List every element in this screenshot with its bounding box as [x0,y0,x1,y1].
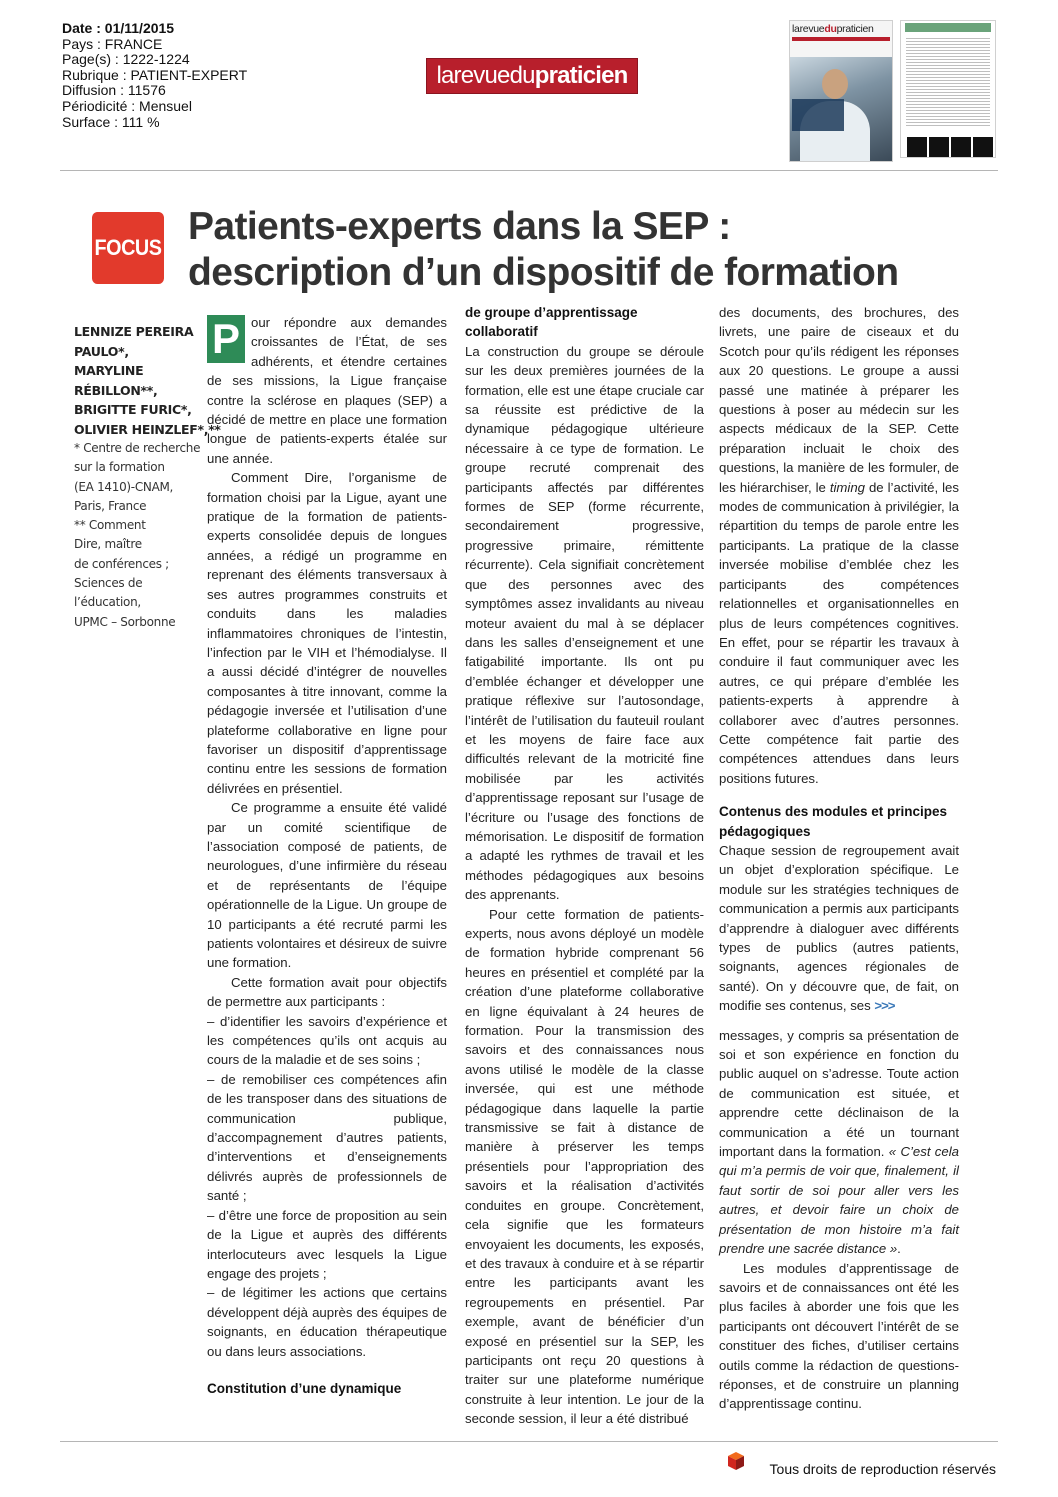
paragraph: Comment Dire, l’organisme de formation choisi par la Ligue, ayant une pratique de la formation de patients-experts consolidée depuis de longues années, a rédigé un programme en reprenant des éléments transversaux à ses autres programmes construits et conduits dans les maladies inflammatoires chroniques de l’intestin, l’infection par le VIH et l’hémodialyse. Il a aussi décidé d’intégrer de nouvelles composantes à titre innovant, comme la pédagogie inversée et l’utilisation d’une plateforme collaborative en ligne pour favoriser un dispositif d’apprentissage continu entre les sessions de formation délivrées en présentiel. [207,470,447,796]
publication-logo: la revue du praticien [426,58,638,94]
author-name-line: BRIGITTE FURIC*, [74,402,192,417]
affiliation-line: Paris, France [74,498,147,513]
quote: « C’est cela qui m’a permis de voir que, finalement, il faut sortir de soi pour aller vers les autres, et devoir faire un choix de présentation de mon histoire m’a fait prendre une sacrée distance » [719,1144,960,1257]
affiliation-line: sur la formation [74,460,165,475]
title-line-2: description d’un dispositif de formation [188,251,899,294]
affiliation-line: * Centre de recherche [74,441,201,455]
paragraph: messages, y compris sa présentation de soi et son expérience en fonction du public auquel on s’adresse. Toute action de communication est située, et apprendre cette déclinaison de la communication a été un tournant important dans la formation. « C’est cela qui m’a permis de voir que, finalement, il faut sortir de soi pour aller vers les autres, et devoir faire un choix de présentation de mon histoire m’a fait prendre une sacrée distance ». [719,1027,960,1257]
author-affiliations [74,439,201,632]
drop-cap: P [207,315,245,363]
paragraph: Cette formation avait pour objectifs de permettre aux participants : [207,974,447,1010]
affiliation-line: UPMC – Sorbonne [74,614,176,629]
paragraph: Chaque session de regroupement avait un objet d’exploration spécifique. Le module sur les stratégies techniques de communication a permis aux participants d’apprendre à dialoguer avec différents types de publics (autres patients, soignants, agences régionales de santé). On y découvre que, de fait, on modifie ses contenus, ses >>> [719,842,959,1014]
cube-logo-icon [726,1451,746,1471]
affiliation-line: de conférences ; [74,556,169,571]
article-title [188,204,988,296]
meta-frequency: Périodicité : Mensuel [62,97,192,114]
paragraph: P our répondre aux demandes croissantes de l’État, de ses adhérents, et étendre certaines de ses missions, la Ligue française contre la sclérose en plaques (SEP) a décidé de mettre en place une formation longue de patients-experts étalée sur une année. [207,315,447,466]
list-item: – d’identifier les savoirs d’expérience et les compétences qu’ils ont acquis au cours de la maladie et de ses soins ; [207,1013,447,1068]
paragraph: des documents, des brochures, des livrets, une paire de ciseaux et du Scotch pour qu’ils rédigent les réponses aux 20 questions. Le groupe a aussi passé une matinée à préparer les questions à poser au médecin sur les aspects médicaux de la SEP. Cette préparation incluait le choix des questions, la manière de les formuler, de les hiérarchiser, le timing de l’activité, les modes de communication à privilégier, la répartition du temps de parole entre les participants. La pratique de la classe inversée mobilise d’emblée chez les participants des compétences relationnelles et organisationnelles en plus de leurs compétences cognitives. En effet, pour se répartir les travaux à conduire il faut communiquer avec les autres, ce qui prépare d’emblée les patients-experts à apprendre à collaborer avec d’autres personnes. Cette compétence fait partie des compétences attendues dans leurs positions futures. [719,305,959,786]
affiliation-line: l’éducation, [74,595,141,610]
footer-divider [60,1441,998,1442]
meta-section: Rubrique : PATIENT-EXPERT [62,66,248,83]
focus-badge: FOCUS [92,212,164,284]
affiliation-line: Sciences de [74,576,143,591]
author-name-line: OLIVIER HEINZLEF*,** [74,421,221,437]
author-name-line: MARYLINE [74,363,144,378]
meta-pages: Page(s) : 1222-1224 [62,51,190,68]
list-item: – d’être une force de proposition au sein de la Ligue et auprès des différents interlocuteurs avec lesquels la Ligue engage des projets ; [207,1207,447,1281]
continued-arrow: >>> [874,998,895,1014]
affiliation-line: (EA 1410)-CNAM, [74,479,174,494]
meta-surface: Surface : 111 % [62,113,160,130]
meta-country: Pays : FRANCE [62,35,163,52]
author-name-line: RÉBILLON**, [74,382,158,398]
author-names [74,322,221,439]
affiliation-line: ** Comment [74,518,146,533]
header-divider [60,170,998,171]
paragraph: La construction du groupe se déroule sur les deux premières journées de la formation, elle est une étape cruciale car sa réussite est prédictive de la dynamique pédagogique ultérieure nécessaire à ce type de formation. Le groupe recruté comprenait des participants affectés par différentes formes de SEP (forme récurrente, secondairement progressive, progressive primaire, rémittente récurrente). Cela signifiait concrètement que des personnes avec des symptômes assez invalidants au niveau moteur avaient du mal à se déplacer dans les salles d’enseignement et une fatigabilité importante. Ils ont pu d’emblée échanger et développer une pratique réflexive sur l’autosondage, l’intérêt de l’utilisation du fauteuil roulant et les moyens de faire face aux difficultés relevant de la motricité fine mobilisée par les activités d’apprentissage reposant sur l’usage de l’écriture ou l’usage des fonctions de mémorisation. Le dispositif de formation a adapté les rythmes de travail et les méthodes pédagogiques aux besoins des apprenants. [465,343,704,903]
author-name-line: LENNIZE PEREIRA [74,324,194,339]
article-column-3 [719,303,959,1414]
article-column-1 [207,313,447,1398]
list-item: – de légitimer les actions que certains développent déjà auprès des équipes de soignants, en éducation thérapeutique ou dans leurs associations. [207,1285,447,1359]
affiliation-line: Dire, maître [74,537,142,552]
paragraph: Ce programme a ensuite été validé par un comité scientifique de l’association composé de patients, de neurologues, d’une infirmière du réseau et de représentants de l’équipe opérationnelle de la Ligue. Un groupe de 10 participants a été recruté parmi les patients volontaires et désireux de suivre une formation. [207,800,447,971]
press-metadata [62,21,247,130]
title-line-1: Patients-experts dans la SEP : [188,205,731,248]
magazine-cover-thumbnail: larevuedupraticien [789,20,893,162]
section-heading: Constitution d’une dynamique [207,1380,402,1396]
list-item: – de remobiliser ces compétences afin de les transposer dans des situations de communication publique, d’accompagnement d’autres patients, d’interventions et d’enseignements délivrés auprès de professionnels de santé ; [207,1071,447,1204]
copyright-notice: Tous droits de reproduction réservés [769,1461,996,1477]
page-thumbnail [900,20,996,158]
section-heading: Contenus des modules et principes pédagogiques [719,804,948,839]
author-name-line: PAULO*, [74,343,129,359]
paragraph: Les modules d’apprentissage de savoirs et de connaissances ont été les plus faciles à aborder une fois que les participants ont découvert l’intérêt de se constituer des fiches, d’utiliser certains outils comme la rédaction de questions-réponses, et de construire un planning d’apprentissage continu. [719,1260,959,1412]
section-heading: de groupe d’apprentissage collaboratif [465,305,638,340]
article-column-2 [465,303,704,1429]
authors-block [74,322,221,632]
meta-date: Date : 01/11/2015 [62,20,175,36]
paragraph: Pour cette formation de patients-experts, nous avons déployé un modèle de formation hybride comprenant 56 heures en présentiel et complété par la création d’une plateforme collaborative en ligne équivalant à 24 heures de formation. Pour la transmission des savoirs et des connaissances nous avons utilisé le modèle de la classe inversée, qui est une méthode pédagogique dans laquelle la partie transmissive se fait à distance de manière à préserver les temps présentiels pour l’appropriation des savoirs et la réalisation d’activités conduites en groupe. Concrètement, cela signifie que les formateurs envoyaient les documents, les exposés, et des travaux à conduire et à se répartir entre les participants avant les regroupements en présentiel. Par exemple, avant de bénéficier d’un exposé en présentiel sur la SEP, les participants ont reçu 20 questions à traiter sur une plateforme numérique construite à leur intention. Le jour de la seconde session, il leur a été distribué [465,906,704,1427]
meta-circulation: Diffusion : 11576 [62,82,166,99]
